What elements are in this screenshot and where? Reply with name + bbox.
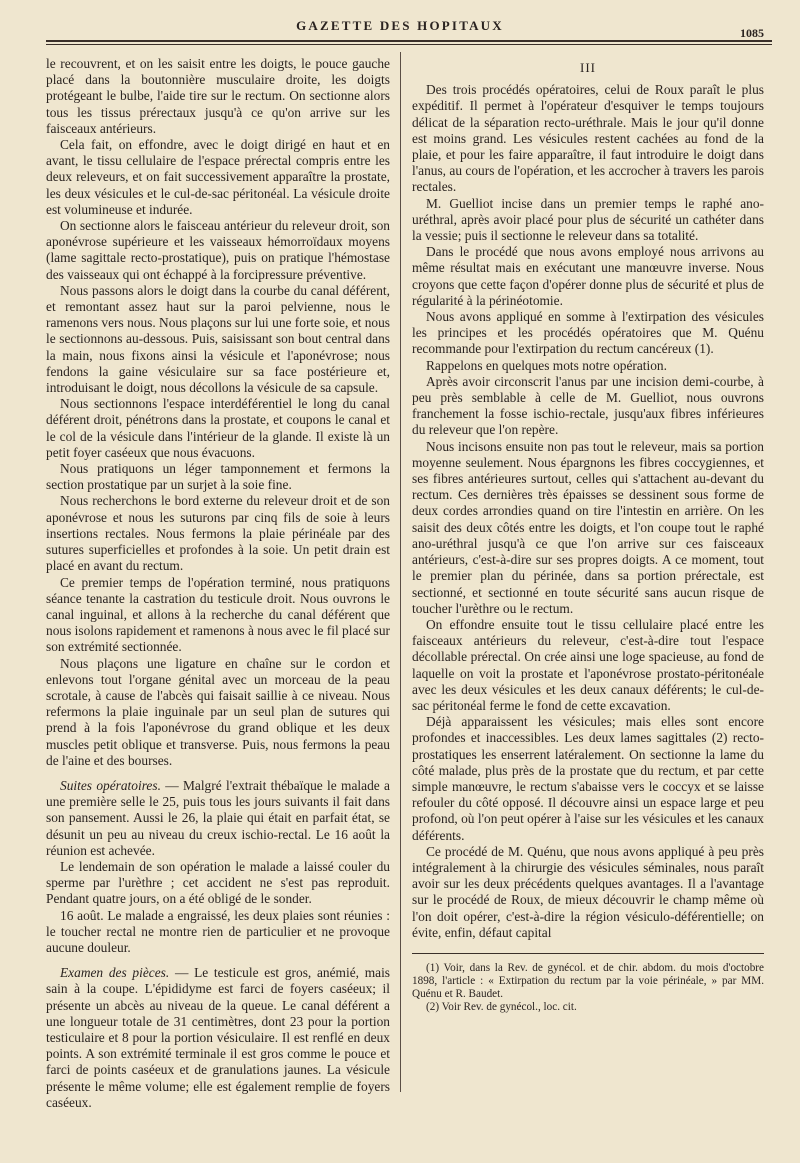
header-rule	[46, 40, 772, 42]
paragraph: On sectionne alors le faisceau antérieur du releveur droit, son aponévrose supérieure et les vaisseaux hémorroïdaux moyens (lame sagittale recto-prostatique), puis on pratique l'hémostase des vaisseaux qui ont échappé à la forcipressure préventive.	[46, 218, 390, 282]
footnote: (1) Voir, dans la Rev. de gynécol. et de chir. abdom. du mois d'octobre 1898, l'article : « Extirpation du rectum par la voie périnéale, » par MM. Quénu et R. Baudet.	[412, 961, 764, 1000]
paragraph: Des trois procédés opératoires, celui de Roux paraît le plus expéditif. Il permet à l'opérateur d'esquiver le temps toujours délicat de la séparation recto-uréthrale. Mais le jour qu'il donne est moins grand. Les vésicules restent cachées au fond de la plaie, et pour les faire apparaître, il faut introduire le doigt dans l'anus, au cours de l'opération, et les accrocher à travers les parois rectales.	[412, 82, 764, 195]
paragraph: M. Guelliot incise dans un premier temps le raphé ano-uréthral, après avoir placé pour plus de sécurité un cathéter dans la vessie; puis il sectionne le releveur dans sa totalité.	[412, 195, 764, 244]
paragraph: Ce procédé de M. Quénu, que nous avons appliqué à peu près intégralement à la chirurgie des vésicules séminales, nous paraît avoir sur les deux précédents quelques avantages. Il a l'avantage sur le procédé de Roux, de mieux découvrir le champ même où l'on doit opérer, c'est-à-dire la région vésiculo-déférentielle; on évite, enfin, défaut capital	[412, 843, 764, 940]
section-number: III	[580, 60, 596, 75]
paragraph: Après avoir circonscrit l'anus par une incision demi-courbe, à peu près semblable à celle de M. Guelliot, nous ouvrons franchement la fosse ischio-rectale, jusqu'aux fibres inférieures du releveur que l'on repère.	[412, 373, 764, 438]
footnotes	[412, 962, 764, 1014]
paragraph: Cela fait, on effondre, avec le doigt dirigé en haut et en avant, le tissu cellulaire de l'espace prérectal compris entre les deux releveurs, et on fait successivement apparaître la prostate, les deux vésicules et le cul-de-sac péritonéal. La vésicule droite est volumineuse et indurée.	[46, 137, 390, 217]
paragraph: Nous plaçons une ligature en chaîne sur le cordon et enlevons tout l'organe génital avec un morceau de la peau scrotale, à cause de l'abcès qui faisait saillie à ce niveau. Nous refermons la plaie inguinale par un seul plan de sutures qui prend à la fois l'aponévrose du grand oblique et les deux muscles petit oblique et transverse. Puis, nous fermons la peau de l'aine et des bourses.	[46, 655, 390, 768]
paragraph: Nous recherchons le bord externe du releveur droit et de son aponévrose et nous les suturons par cinq fils de soie à leurs insertions rectales. Nous fermons la plaie périnéale par des sutures superficielles et profondes à la soie. Un petit drain est placé en avant du rectum.	[46, 493, 390, 574]
paragraph: Nous avons appliqué en somme à l'extirpation des vésicules les principes et les procédés opératoires que M. Quénu recommande pour l'extirpation du rectum cancéreux (1).	[412, 309, 764, 357]
column-divider	[400, 52, 401, 1092]
paragraph: Le lendemain de son opération le malade a laissé couler du sperme par l'urèthre ; cet accident ne s'est pas reproduit. Pendant quatre jours, on a été obligé de le sonder.	[46, 858, 390, 907]
header-rule-thin	[46, 44, 772, 45]
examen-text: — Le testicule est gros, anémié, mais sain à la coupe. L'épididyme est farci de foyers caséeux; il présente un abcès au niveau de la queue. Le canal déférent a une longueur totale de 31 centimètres, dont 23 pour la portion testiculaire et 8 pour la portion vésiculaire. Il est renflé en deux points. A son extrémité terminale il est gros comme le pouce et farci de points caséeux et de granulations jaunes. La vésicule présente le même volume; elle est également remplie de foyers caséeux.	[46, 965, 390, 1110]
suites-paragraph	[46, 778, 390, 859]
footnote-rule	[412, 953, 764, 954]
examen-lead: Examen des pièces.	[60, 965, 170, 981]
paragraph: Ce premier temps de l'opération terminé, nous pratiquons séance tenante la castration du testicule droit. Nous ouvrons le canal inguinal, et allons à la recherche du canal déférent que nous isolons rapidement et ramenons à nous avec le fil placé sur son extrémité sectionnée.	[46, 574, 390, 655]
paragraph: Rappelons en quelques mots notre opération.	[426, 357, 667, 373]
left-column	[46, 56, 390, 1111]
paragraph: Dans le procédé que nous avons employé nous arrivons au même résultat mais en exécutant une manœuvre inverse. Nous croyons que cette façon d'opérer donne plus de sécurité et plus de régularité à la périnéotomie.	[412, 244, 764, 308]
paragraph: Déjà apparaissent les vésicules; mais elles sont encore profondes et inaccessibles. Les deux lames sagittales (2) recto-prostatiques les enserrent latéralement. On sectionne la lame du côté malade, plus près de la prostate que du rectum, et par cette simple manœuvre, le rectum s'abaisse vers le coccyx et se laisse refouler du côté opposé. Il découvre ainsi un espace large et peu profond, où l'on peut opérer à l'aise sur les vésicules et les canaux déférents.	[412, 714, 764, 843]
paragraph: Nous pratiquons un léger tamponnement et fermons la section prostatique par un surjet à la soie fine.	[46, 461, 390, 493]
paragraph: le recouvrent, et on les saisit entre les doigts, le pouce gauche placé dans la boutonnière musculaire droite, les doigts protégeant le bulbe, l'aide tire sur le rectum. On sectionne alors tous les tissus prérectaux jusqu'à ce qu'on arrive sur les faisceaux antérieurs.	[46, 56, 390, 136]
footnote: (2) Voir Rev. de gynécol., loc. cit.	[426, 1000, 577, 1013]
paragraph: Nous incisons ensuite non pas tout le releveur, mais sa portion moyenne seulement. Nous épargnons les fibres coccygiennes, et ses fibres antérieures surtout, celles qui s'attachent au-devant du rectum. Ces dernières très épaisses se dessinent sous forme de deux cordes arrondies quand on tire l'intestin en arrière. On les saisit des deux côtés entre les doigts, et l'on coupe tout le raphé ano-uréthral jusqu'à ce que l'on arrive sur ces faisceaux antérieurs, c'est-à-dire sur ses propres doigts. A ce moment, tout le premier plan du périnée, dans sa portion prérectale, est sectionné, et sectionné en toute sécurité sans aucun risque de toucher l'urèthre ou le rectum.	[412, 438, 764, 616]
page-header-title: GAZETTE DES HOPITAUX	[296, 18, 504, 33]
paragraph: Nous passons alors le doigt dans la courbe du canal déférent, et remontant assez haut sur la paroi pelvienne, nous le ramenons vers nous. Nous plaçons sur lui une forte soie, et nous le sectionnons au-dessous. Puis, saisissant son bout central dans la main, nous fixons ainsi la vésicule et l'aponévrose; nous fendons la gaine vésiculaire sur sa face postérieure et, introduisant le doigt, nous décollons la vésicule de sa capsule.	[46, 282, 391, 396]
page-number: 1085	[740, 26, 764, 40]
right-column	[412, 56, 764, 1014]
paragraph: On effondre ensuite tout le tissu cellulaire placé entre les faisceaux antérieurs du releveur, c'est-à-dire tout l'espace décollable prérectal. On crée ainsi une loge spacieuse, au fond de laquelle on voit la prostate et l'aponévrose prostato-péritonéale avec les deux vésicules et les deux canaux déférents; le cul-de-sac péritonéal ferme le fond de cette excavation.	[412, 616, 764, 713]
suites-lead: Suites opératoires.	[60, 777, 161, 793]
paragraph: Nous sectionnons l'espace interdéférentiel le long du canal déférent droit, pénétrons dans la prostate, et coupons le canal et le col de la vésicule dans l'intérieur de la glande. Il existe là un petit foyer caséeux que nous évacuons.	[46, 396, 390, 460]
suites-text: — Malgré l'extrait thébaïque le malade a une première selle le 25, puis tous les jours suivants il fait dans son pansement. Aussi le 26, la plaie qui était en parfait état, se désunit un peu au niveau du creux ischio-rectal. Le 16 août la réunion est achevée.	[46, 777, 390, 858]
examen-paragraph	[46, 965, 390, 1111]
paragraph: 16 août. Le malade a engraissé, les deux plaies sont réunies : le toucher rectal ne montre rien de particulier et ne provoque aucune douleur.	[46, 907, 390, 955]
